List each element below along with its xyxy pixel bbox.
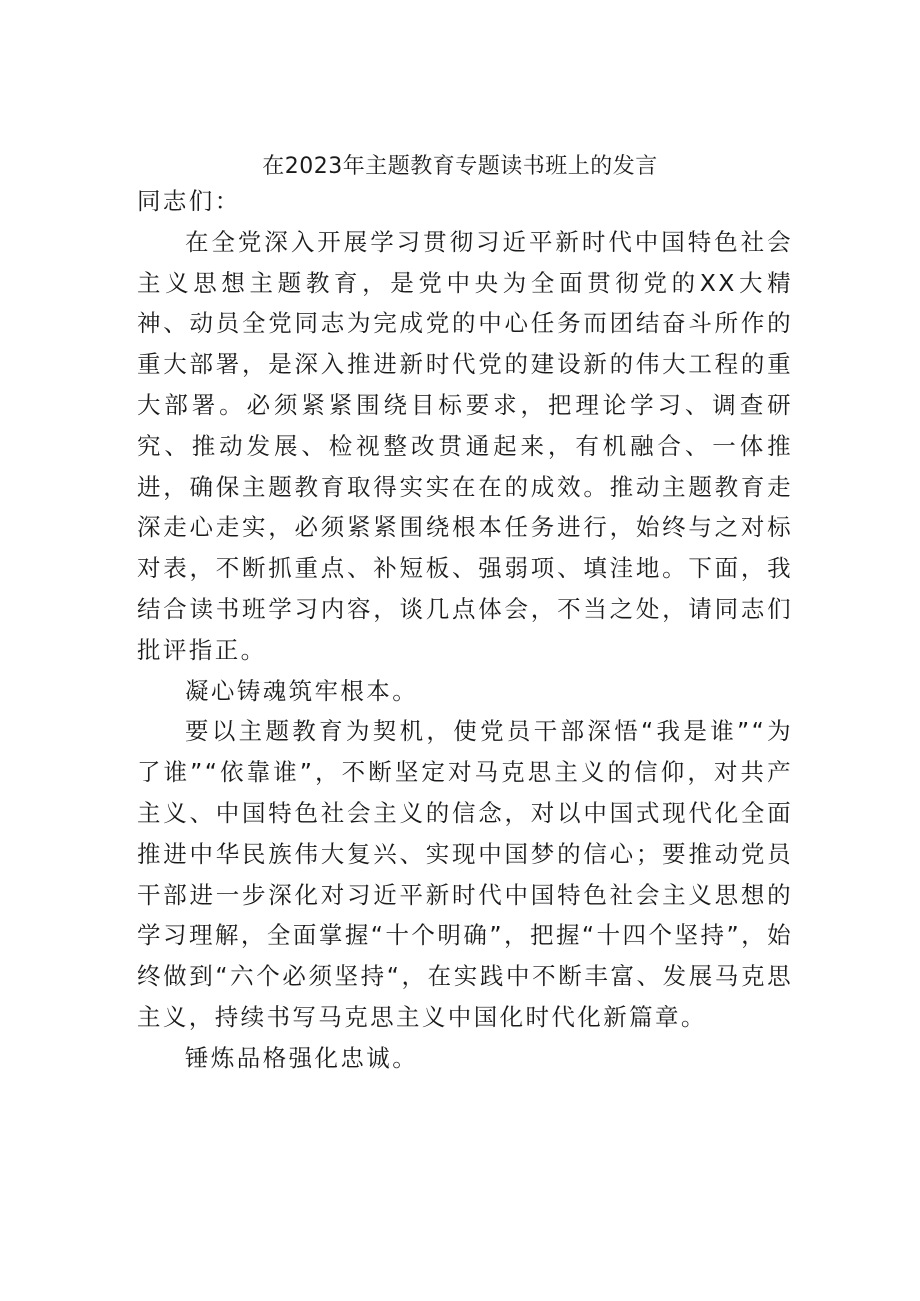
salutation: 同志们： [137,187,241,215]
section-heading-1: 凝心铸魂筑牢根本。 [185,676,419,705]
document-body [137,181,793,1079]
document-title: 在2023年主题教育专题读书班上的发言 [262,154,658,179]
paragraph-section-1: 要以主题教育为契机，使党员干部深悟“我是谁”“为了谁”“依靠谁”，不断坚定对马克思主义的信仰，对共产主义、中国特色社会主义的信念，对以中国式现代化全面推进中华民族伟大复兴、实现中国梦的信心；要推动党员干部进一步深化对习近平新时代中国特色社会主义思想的学习理解，全面掌握“十个明确”，把握“十四个坚持”，始终做到“六个必须坚持“，在实践中不断丰富、发展马克思主义，持续书写马克思主义中国化时代化新篇章。 [137,717,793,1031]
paragraph-intro: 在全党深入开展学习贯彻习近平新时代中国特色社会主义思想主题教育，是党中央为全面贯彻党的XX大精神、动员全党同志为完成党的中心任务而团结奋斗所作的重大部署，是深入推进新时代党的建设新的伟大工程的重大部署。必须紧紧围绕目标要求，把理论学习、调查研究、推动发展、检视整改贯通起来，有机融合、一体推进，确保主题教育取得实实在在的成效。推动主题教育走深走心走实，必须紧紧围绕根本任务进行，始终与之对标对表，不断抓重点、补短板、强弱项、填洼地。下面，我结合读书班学习内容，谈几点体会，不当之处，请同志们批评指正。 [137,227,793,664]
section-heading-2: 锤炼品格强化忠诚。 [185,1043,419,1072]
